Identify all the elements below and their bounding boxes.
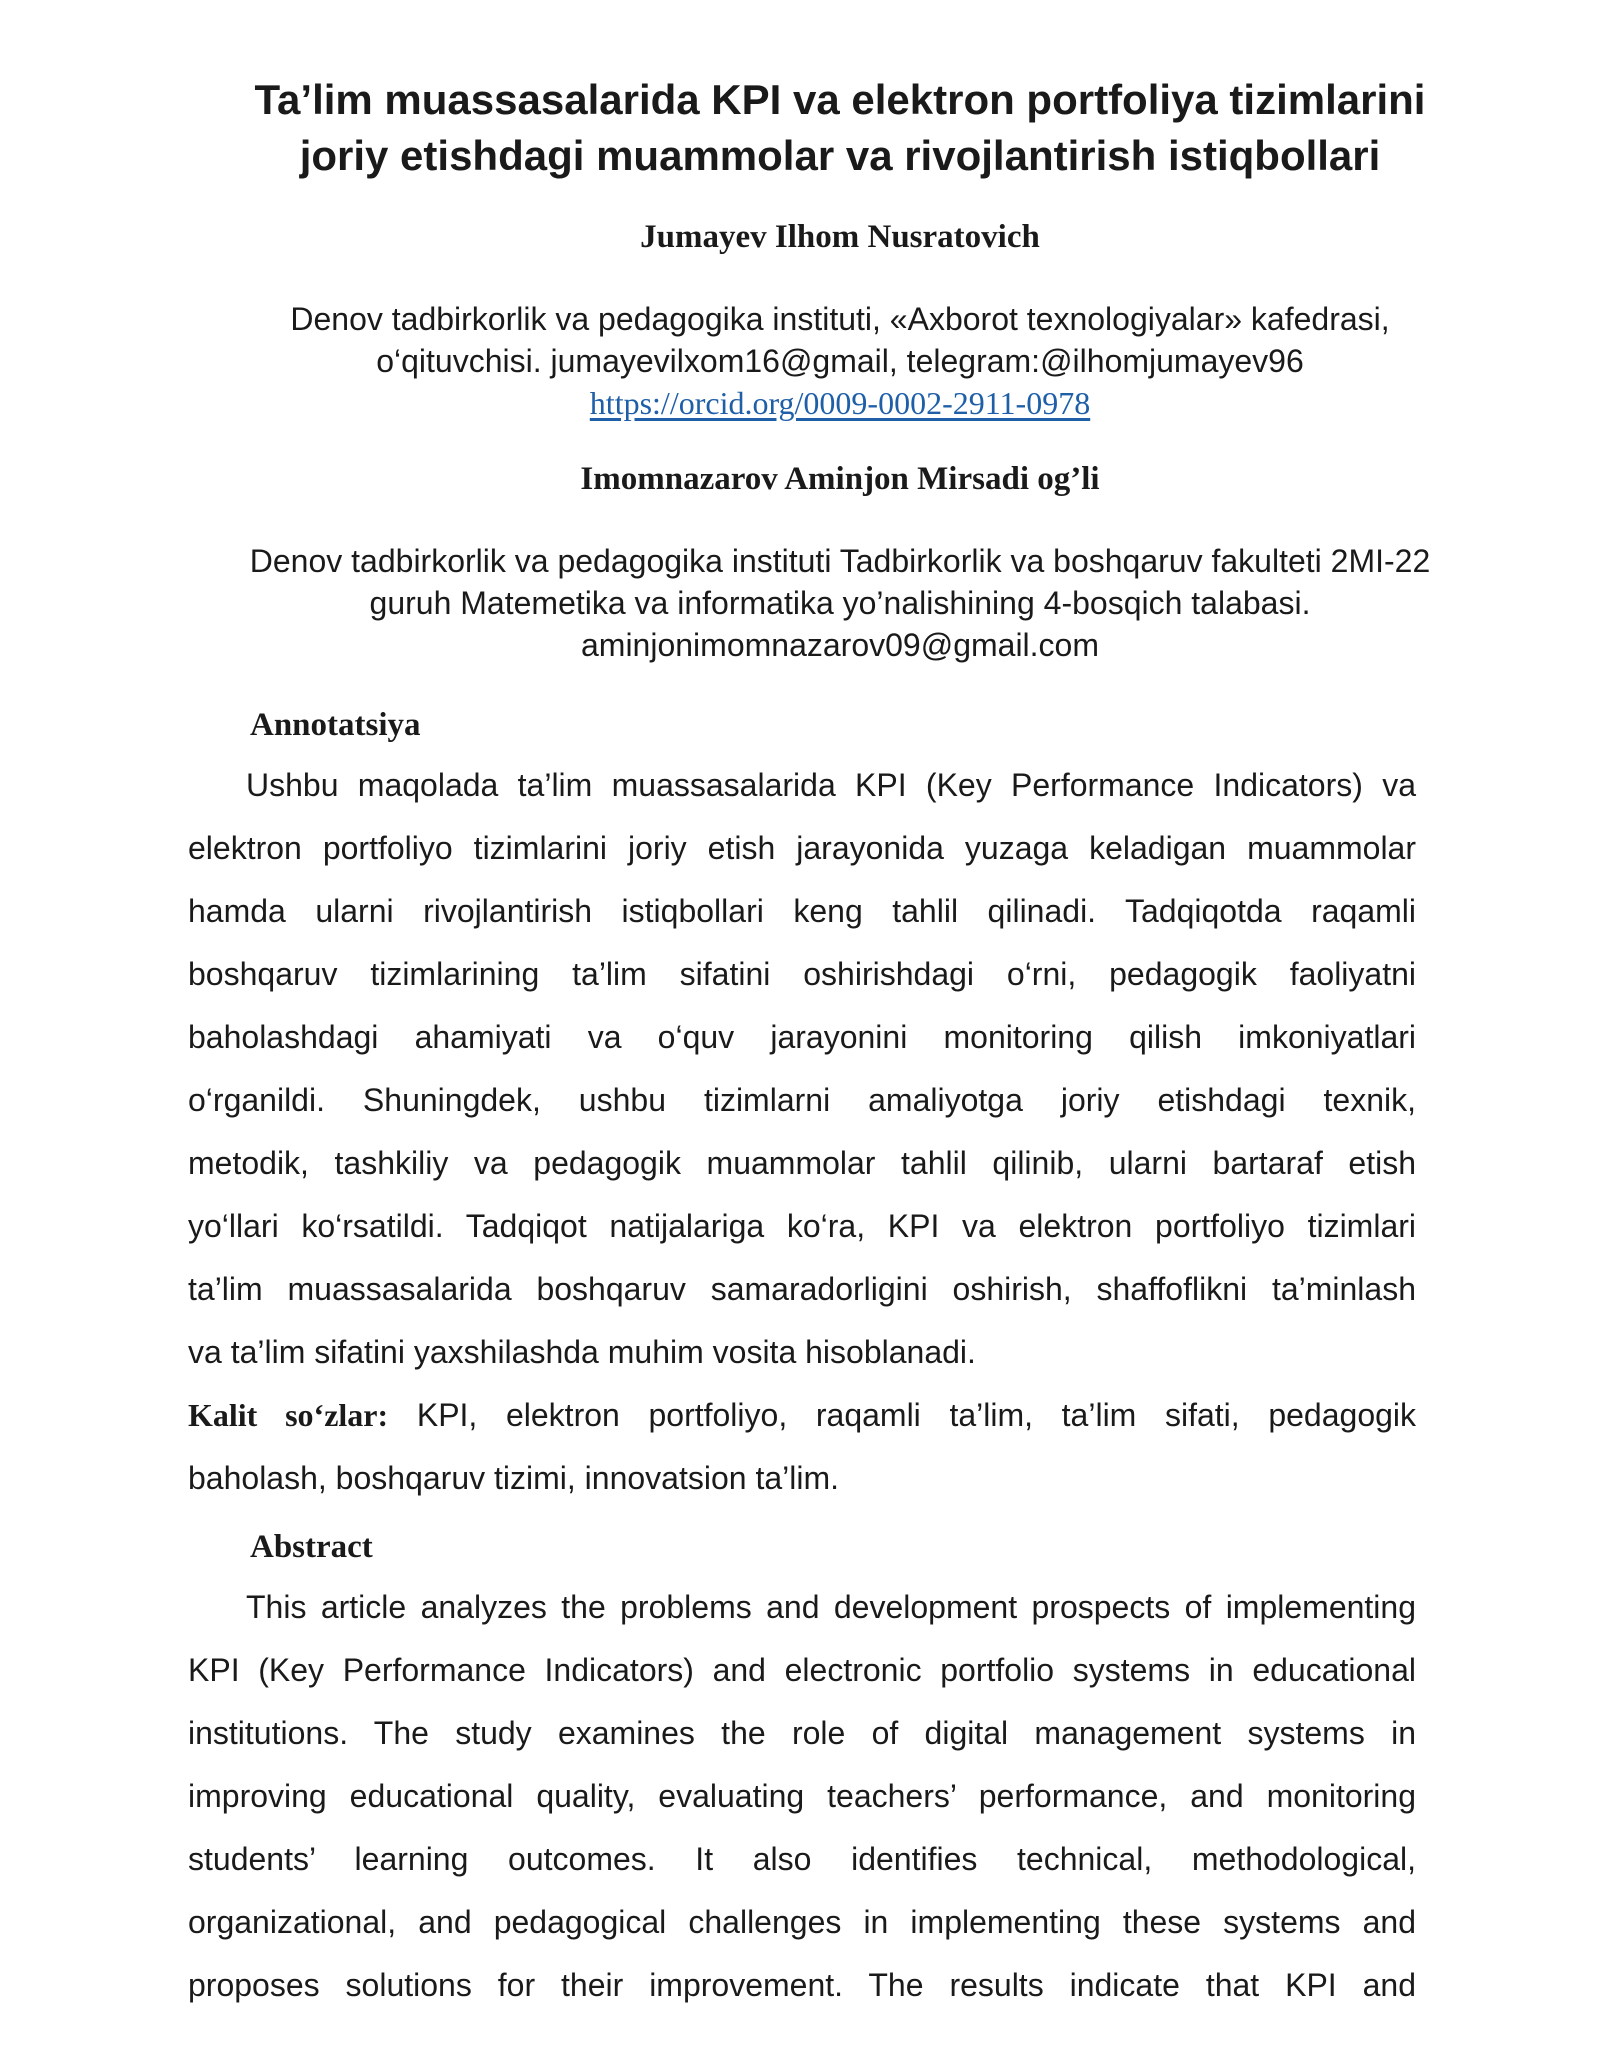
- abstract-heading: Abstract: [250, 1529, 373, 1565]
- annotation-line: metodik, tashkiliy va pedagogik muammolar tahlil qilinib, ularni bartaraf etish: [188, 1145, 1416, 1181]
- annotation-line: ta’lim muassasalarida boshqaruv samaradorligini oshirish, shaffoflikni ta’minlash: [188, 1271, 1416, 1307]
- abstract-line: This article analyzes the problems and development prospects of implementing: [246, 1589, 1416, 1625]
- author-1-affiliation-line-2: o‘qituvchisi. jumayevilxom16@gmail, telegram:@ilhomjumayev96: [376, 343, 1304, 379]
- author-2-affiliation: [160, 540, 1520, 666]
- abstract-line: institutions. The study examines the role of digital management systems in: [188, 1715, 1416, 1751]
- author-1-name: Jumayev Ilhom Nusratovich: [640, 219, 1040, 255]
- annotation-line: boshqaruv tizimlarining ta’lim sifatini oshirishdagi o‘rni, pedagogik faoliyatni: [188, 956, 1416, 992]
- annotation-line: elektron portfoliyo tizimlarini joriy etish jarayonida yuzaga keladigan muammolar: [188, 830, 1416, 866]
- keywords-text: KPI, elektron portfoliyo, raqamli ta’lim, ta’lim sifati, pedagogik: [416, 1397, 1417, 1433]
- abstract-line: organizational, and pedagogical challenges in implementing these systems and: [188, 1904, 1416, 1940]
- annotation-heading: Annotatsiya: [250, 707, 421, 743]
- author-2-affiliation-line-2: guruh Matemetika va informatika yo’nalishining 4-bosqich talabasi.: [369, 585, 1311, 621]
- abstract-line: KPI (Key Performance Indicators) and electronic portfolio systems in educational: [188, 1652, 1416, 1688]
- annotation-line: baholashdagi ahamiyati va o‘quv jarayonini monitoring qilish imkoniyatlari: [188, 1019, 1416, 1055]
- abstract-line: students’ learning outcomes. It also identifies technical, methodological,: [188, 1841, 1416, 1877]
- annotation-body: [188, 754, 1416, 1510]
- keywords-line-2: baholash, boshqaruv tizimi, innovatsion ta’lim.: [188, 1460, 839, 1496]
- author-2-affiliation-line-1: Denov tadbirkorlik va pedagogika instituti Tadbirkorlik va boshqaruv fakulteti 2MI-22: [249, 543, 1431, 579]
- paper-title-line-1: Ta’lim muassasalarida KPI va elektron portfoliya tizimlarini: [254, 76, 1426, 123]
- abstract-body: [188, 1576, 1416, 2017]
- author-2-email: aminjonimomnazarov09@gmail.com: [580, 627, 1099, 663]
- annotation-line: yo‘llari ko‘rsatildi. Tadqiqot natijalariga ko‘ra, KPI va elektron portfoliyo tizimlari: [188, 1208, 1416, 1244]
- author-1-affiliation-line-1: Denov tadbirkorlik va pedagogika instituti, «Axborot texnologiyalar» kafedrasi,: [290, 301, 1390, 337]
- abstract-line: improving educational quality, evaluating teachers’ performance, and monitoring: [188, 1778, 1416, 1814]
- keywords-label: Kalit so‘zlar:: [188, 1397, 389, 1433]
- annotation-line: Ushbu maqolada ta’lim muassasalarida KPI (Key Performance Indicators) va: [246, 767, 1416, 803]
- paper-title-line-2: joriy etishdagi muammolar va rivojlantirish istiqbollari: [299, 132, 1381, 179]
- author-1-affiliation: [160, 298, 1520, 424]
- paper-title: [160, 72, 1520, 184]
- keywords-line-1: [188, 1384, 1416, 1447]
- annotation-line: va ta’lim sifatini yaxshilashda muhim vosita hisoblanadi.: [188, 1334, 976, 1370]
- author-1-orcid-link[interactable]: https://orcid.org/0009-0002-2911-0978: [589, 385, 1091, 421]
- author-2-name: Imomnazarov Aminjon Mirsadi og’li: [580, 461, 1100, 497]
- abstract-line: proposes solutions for their improvement. The results indicate that KPI and: [188, 1967, 1416, 2003]
- annotation-line: hamda ularni rivojlantirish istiqbollari keng tahlil qilinadi. Tadqiqotda raqamli: [188, 893, 1416, 929]
- annotation-line: o‘rganildi. Shuningdek, ushbu tizimlarni amaliyotga joriy etishdagi texnik,: [188, 1082, 1416, 1118]
